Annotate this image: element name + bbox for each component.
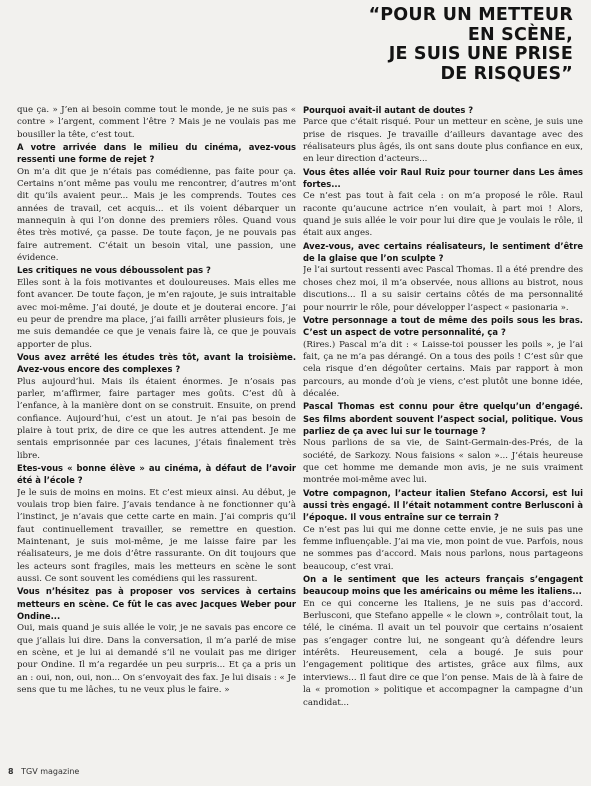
question-heading: A votre arrivée dans le milieu du cinéma, avez-vous ressenti une forme de rejet ? bbox=[17, 142, 296, 165]
publication-name: TGV magazine bbox=[21, 767, 80, 776]
question-heading: Les critiques ne vous déboussolent pas ? bbox=[17, 265, 211, 276]
question-heading: Avez-vous, avec certains réalisateurs, le sentiment d’être de la glaise que l’on sculpte ? bbox=[303, 240, 583, 264]
answer-paragraph: On m’a dit que je n’étais pas comédienne, pas faite pour ça. Certains n’ont même pas voulu me rencontrer, d’autres m’ont dit qu’ils avaient peur... Mais je les comprends. Toutes ces années de travail, cet acquis... et ils voient débarquer un mannequin à qui l’on donne des premiers rôles. Quand vous êtes très motivé, ça passe. De toute façon, je ne pouvais pas faire autrement. C’était un besoin vital, une passion, une évidence. bbox=[17, 166, 296, 264]
answer-paragraph: Parce que c’était risqué. Pour un metteur en scène, je suis une prise de risques. Je travaille d’ailleurs davantage avec des réalisateurs plus âgés, ils ont sans doute plus confiance en eux, en leur direction d’acteurs... bbox=[303, 117, 583, 165]
right-column bbox=[303, 104, 583, 740]
question-heading: Votre personnage a tout de même des poils sous les bras. C’est un aspect de votre personnalité, ça ? bbox=[303, 314, 583, 338]
answer-paragraph: Ce n’est pas tout à fait cela : on m’a proposé le rôle. Raul raconte qu’aucune actrice n’en voulait, à part moi ! Alors, quand je suis allée le voir pour lui dire que je voulais le rôle, il était aux anges. bbox=[303, 191, 583, 239]
answer-paragraph: Elles sont à la fois motivantes et douloureuses. Mais elles me font avancer. De toute façon, je m’en rajoute, je suis intraitable avec moi-même. J’ai douté, je doute et je douterai encore. J’ai eu peur de prendre ma place, j’ai failli arrêter plusieurs fois, je me suis demandée ce que je venais faire là, ce que je pouvais apporter de plus. bbox=[17, 277, 296, 350]
page-footer bbox=[8, 767, 79, 776]
answer-paragraph: Nous parlions de sa vie, de Saint-Germain-des-Prés, de la société, de Sarkozy. Nous faisions « salon »... J’étais heureuse que cet homme me demande mon avis, je ne suis vraiment montrée moi-même avec lui. bbox=[303, 438, 583, 486]
answer-paragraph: que ça. » J’en ai besoin comme tout le monde, je ne suis pas « contre » l’argent, comment l’être ? Mais je ne voulais pas me bousiller la tête, c’est tout. bbox=[17, 105, 296, 140]
question-heading: Pourquoi avait-il autant de doutes ? bbox=[303, 105, 474, 115]
pull-quote-line: DE RISQUES” bbox=[440, 63, 573, 84]
pull-quote-line: EN SCÈNE, bbox=[467, 24, 573, 45]
question-heading: Etes-vous « bonne élève » au cinéma, à défaut de l’avoir été à l’école ? bbox=[17, 462, 296, 486]
left-column bbox=[17, 104, 296, 740]
page-number: 8 bbox=[8, 767, 14, 776]
question-heading: Vous êtes allée voir Raul Ruiz pour tourner dans Les âmes fortes... bbox=[303, 166, 583, 190]
answer-paragraph: Ce n’est pas lui qui me donne cette envie, je ne suis pas une femme influençable. J’ai ma vie, mon point de vue. Parfois, nous ne sommes pas d’accord. Mais nous parlons, nous partageons beaucoup, c’est vrai. bbox=[303, 524, 583, 572]
answer-paragraph: En ce qui concerne les Italiens, je ne suis pas d’accord. Berlusconi, que Stefano appelle « le clown », contrôlait tout, la télé, le cinéma. Il avait un tel pouvoir que certains n’osaient pas s’engager contre lui, ne songeant qu’à défendre leurs intérêts. Heureusement, cela a bougé. Je suis pour l’engagement politique des artistes, grâce aux films, aux interviews... Il faut dire ce que l’on pense. Mais de là à faire de la « promotion » politique et accompagner la campagne d’un candidat... bbox=[303, 598, 583, 708]
pull-quote bbox=[293, 6, 573, 84]
question-heading: Vous avez arrêté les études très tôt, avant la troisième. Avez-vous encore des complexes ? bbox=[17, 351, 296, 375]
question-heading: Vous n’hésitez pas à proposer vos services à certains metteurs en scène. Ce fût le cas avec Jacques Weber pour Ondine... bbox=[17, 586, 296, 622]
answer-paragraph: Plus aujourd’hui. Mais ils étaient énormes. Je n’osais pas parler, m’affirmer, faire partager mes goûts. C’est dû à l’enfance, à la manière dont on se construit. Ensuite, on prend confiance. Aujourd’hui, c’est un atout. Je n’ai pas besoin de plaire à tout prix, de dire ce que les autres attendent. Je me sentais emprisonnée par ces lacunes, j’étais finalement très libre. bbox=[17, 376, 296, 461]
question-heading: Votre compagnon, l’acteur italien Stefano Accorsi, est lui aussi très engagé. Il l’était notamment contre Berlusconi à l’époque. Il vous entraîne sur ce terrain ? bbox=[303, 487, 583, 523]
answer-paragraph: Je le suis de moins en moins. Et c’est mieux ainsi. Au début, je voulais trop bien faire. J’avais tendance à ne fonctionner qu’à l’instinct, je n’avais que cette carte en main. J’ai compris qu’il faut continuellement travailler, se remettre en question. Maintenant, je suis moi-même, je me laisse faire par les réalisateurs, je me dois d’être rassurante. On dit toujours que les acteurs sont fragiles, mais les metteurs en scène le sont aussi. Ce sont souvent les comédiens qui les rassurent. bbox=[17, 487, 296, 585]
answer-paragraph: Je l’ai surtout ressenti avec Pascal Thomas. Il a été prendre des choses chez moi, il m’a observée, nous allions au bistrot, nous discutions... Il a su saisir certains côtés de ma personnalité pour nourrir le rôle, pour développer l’aspect « pasionaria ». bbox=[303, 265, 583, 313]
answer-paragraph: (Rires.) Pascal m’a dit : « Laisse-toi pousser les poils », je l’ai fait, ça ne m’a pas dérangé. On a tous des poils ! C’est sûr que cela risque d’en dégoûter certains. Mais par rapport à mon parcours, au monde d’où je viens, c’est plutôt une bonne idée, décalée. bbox=[303, 339, 583, 399]
answer-paragraph: Oui, mais quand je suis allée le voir, je ne savais pas encore ce que j’allais lui dire. Dans la conversation, il m’a parlé de mise en scène, et je lui ai demandé s’il ne voulait pas me diriger pour Ondine. Il m’a regardée un peu surpris... Et ça a pris un an : oui, non, oui, non... On s’envoyait des fax. Je lui disais : « Je sens que tu me lâches, tu ne veux plus le faire. » bbox=[17, 623, 296, 696]
question-heading: Pascal Thomas est connu pour être quelqu’un d’engagé. Ses films abordent souvent l’aspect social, politique. Vous parliez de ça avec lui sur le tournage ? bbox=[303, 401, 583, 436]
pull-quote-line: JE SUIS UNE PRISE bbox=[388, 44, 573, 64]
question-heading: On a le sentiment que les acteurs français s’engagent beaucoup moins que les américains ou même les italiens... bbox=[303, 574, 583, 597]
pull-quote-line: “POUR UN METTEUR bbox=[368, 5, 573, 25]
